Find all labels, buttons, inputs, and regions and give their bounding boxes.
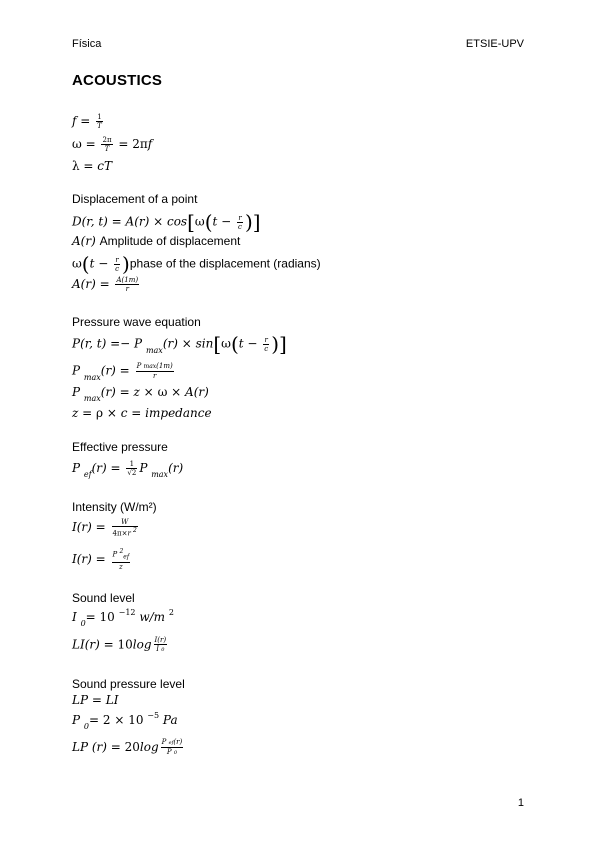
- phase-label: phase of the displacement (radians): [129, 256, 321, 271]
- eq-pmax-decay: P $_{max}$(r) = $\frac{\text{P max(1m)}}{r}$: [72, 362, 173, 382]
- amplitude-label: Amplitude of displacement: [99, 234, 241, 248]
- pressure-heading: Pressure wave equation: [72, 315, 201, 329]
- intensity-heading: Intensity (W/m²): [72, 500, 157, 514]
- spl-heading: Sound pressure level: [72, 677, 185, 691]
- eq-phase: ω(t − $\frac{r}{c}$ )phase of the displacement (radians): [72, 252, 321, 276]
- eq-intensity-power: I(r) = $\frac{W}{4\pi\times r ^2}$: [72, 518, 137, 538]
- eq-pmax: P $_{max}$(r) = z × ω × A(r): [72, 385, 209, 403]
- eq-impedance: z = ρ × c = impedance: [72, 406, 212, 420]
- eq-displacement: D(r, t) = A(r) × cos[ω(t − $\frac{r}{c}$ )]: [72, 210, 261, 234]
- eq-omega: ω = $\frac{2\pi}{T}$ = 2πf: [72, 136, 153, 153]
- sound-level-heading: Sound level: [72, 591, 135, 605]
- eq-wavelength: λ = cT: [72, 159, 113, 173]
- effective-heading: Effective pressure: [72, 440, 168, 454]
- eq-i0: I $_0$= 10 $^{-12}$ w/m $^2$: [72, 608, 174, 628]
- eq-p0: P $_0$= 2 × 10 $^{-5}$ Pa: [72, 711, 178, 731]
- header-right: ETSIE-UPV: [465, 38, 524, 50]
- eq-intensity-pressure: I(r) = $\frac{P ^2_{ef}}{z}$: [72, 548, 130, 571]
- page-title: ACOUSTICS: [72, 72, 163, 89]
- displacement-heading: Displacement of a point: [72, 192, 198, 206]
- page-number: 1: [517, 797, 524, 809]
- eq-frequency: f = $\frac{1}{T}$: [72, 113, 102, 130]
- eq-amplitude-decay: A(r) = $\frac{A(1m)}{r}$: [72, 276, 139, 293]
- eq-lp-li: LP = LI: [72, 693, 119, 707]
- eq-amplitude: A(r) Amplitude of displacement: [72, 234, 241, 248]
- header-left: Física: [72, 38, 102, 50]
- eq-effective: P $_{ef}$(r) = $\frac{1}{√2}$ P $_{max}$(r): [72, 460, 184, 479]
- eq-intensity-level: LI(r) = 10log $\frac{I(r)}{I 0}$: [72, 636, 167, 653]
- eq-pressure: P(r, t) =− P $_{max}$(r) × sin[ω(t − $\frac{r}{c}$ )]: [72, 332, 287, 356]
- eq-lp: LP (r) = 20log $\frac{\text{P ef(r)}}{P 0}$: [72, 738, 183, 756]
